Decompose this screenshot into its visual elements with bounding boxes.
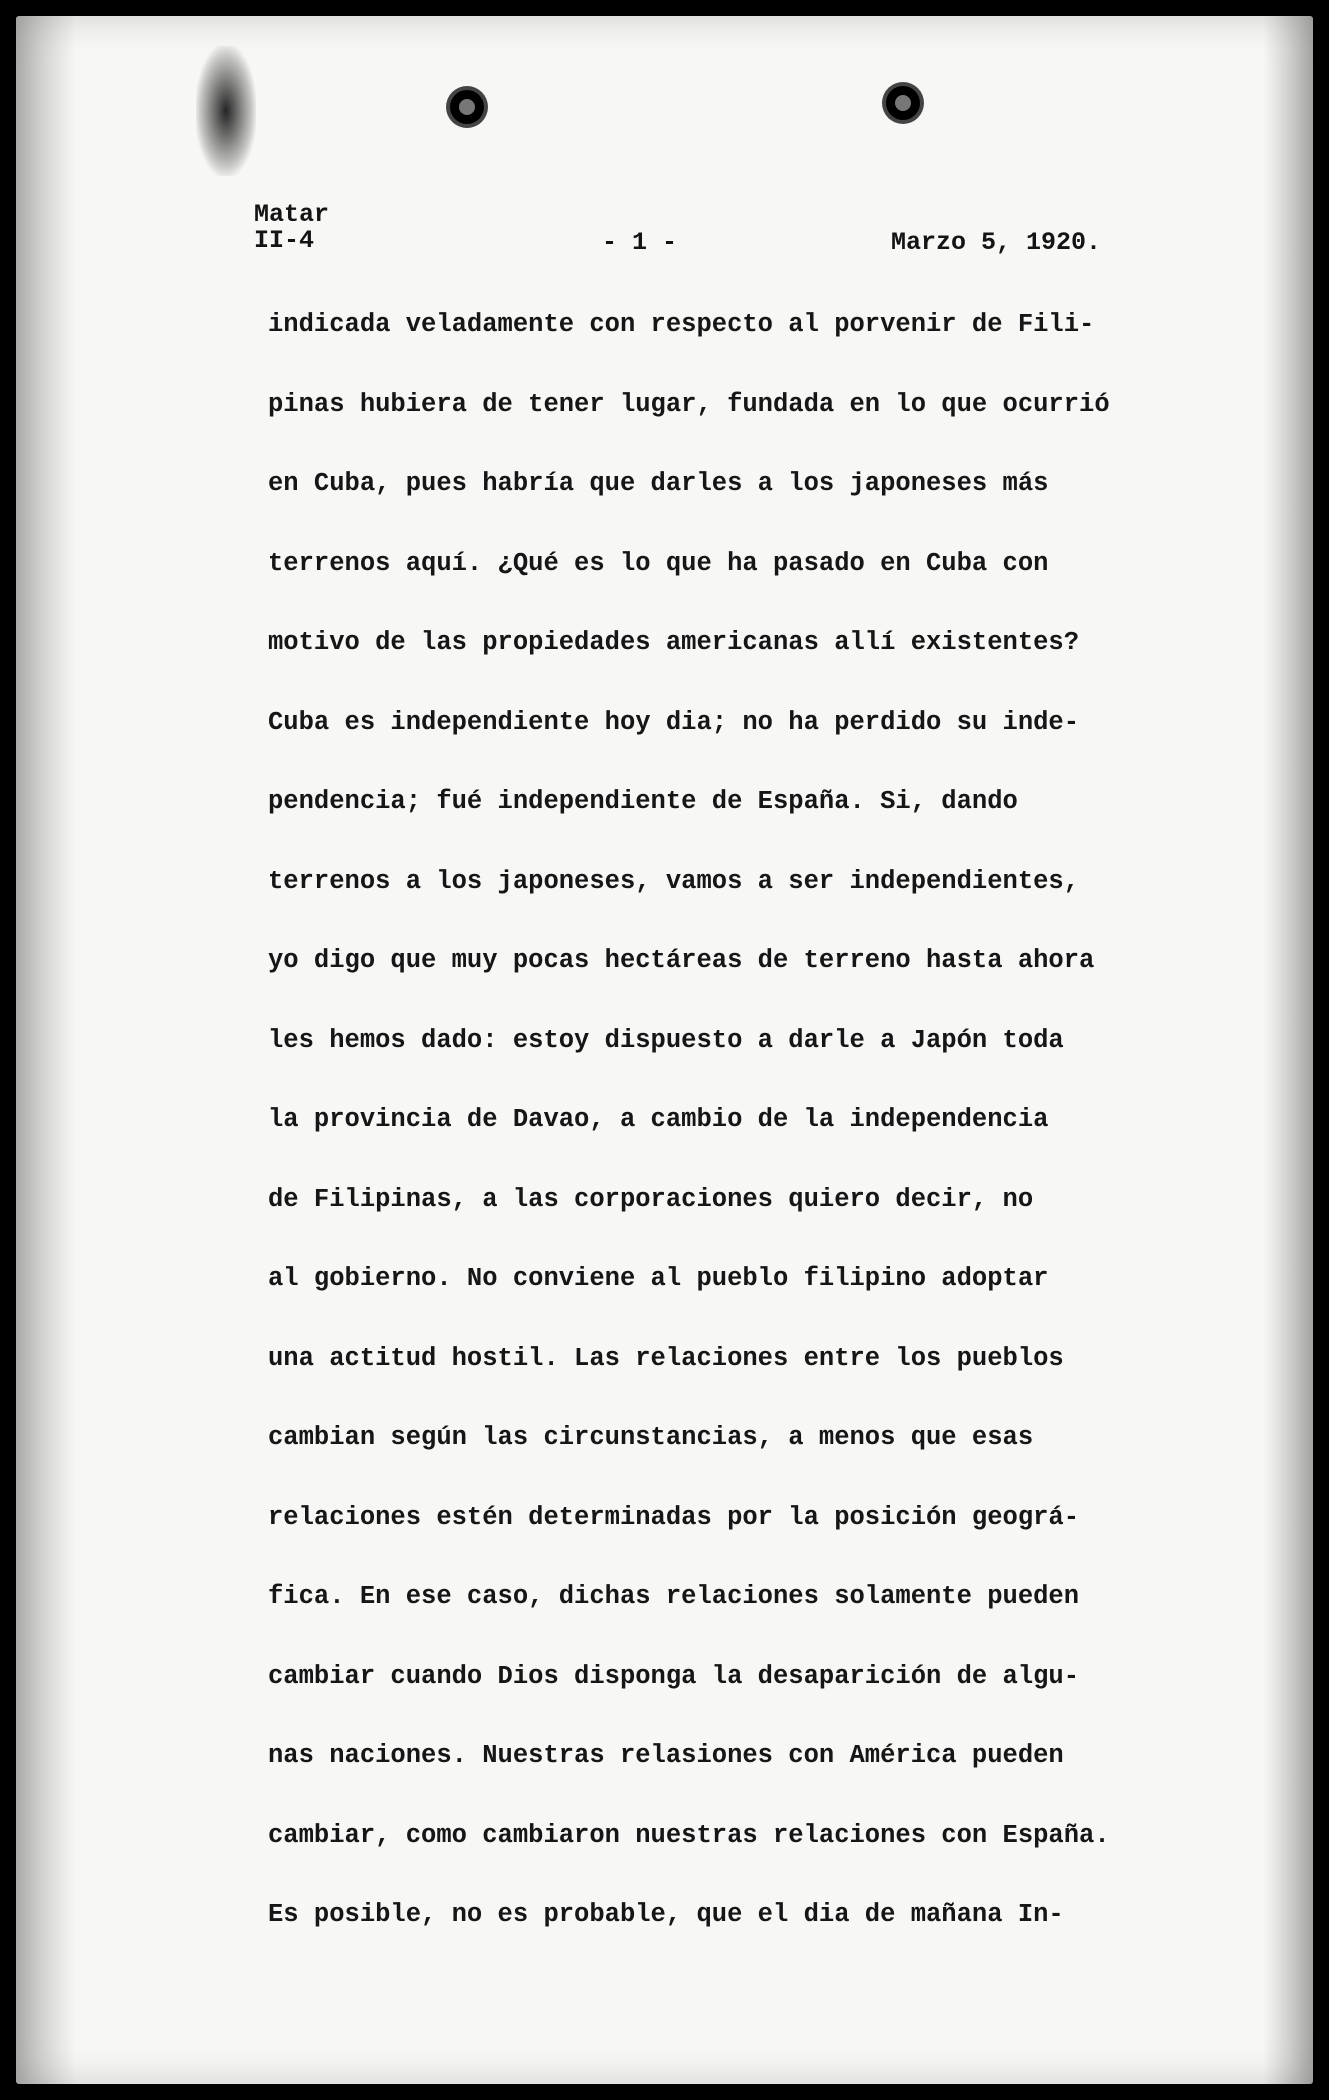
body-line: Cuba es independiente hoy dia; no ha perdido su inde-	[268, 707, 1080, 737]
typed-body-text	[268, 310, 1148, 1980]
body-line: cambiar cuando Dios disponga la desaparición de algu-	[268, 1661, 1080, 1691]
body-line: en Cuba, pues habría que darles a los japoneses más	[268, 469, 1049, 498]
body-line: al gobierno. No conviene al pueblo filipino adoptar	[268, 1264, 1049, 1293]
document-page	[16, 16, 1313, 2084]
body-line: cambiar, como cambiaron nuestras relaciones con España.	[268, 1820, 1110, 1850]
body-line: fica. En ese caso, dichas relaciones solamente pueden	[268, 1582, 1080, 1611]
reference-line-1: Matar	[254, 200, 330, 229]
body-line: cambian según las circunstancias, a menos que esas	[268, 1423, 1034, 1452]
body-line: pinas hubiera de tener lugar, fundada en lo que ocurrió	[268, 389, 1110, 419]
body-line: la provincia de Davao, a cambio de la independencia	[268, 1105, 1049, 1134]
body-line: les hemos dado: estoy dispuesto a darle a Japón toda	[268, 1025, 1064, 1055]
punch-hole-right	[886, 86, 920, 120]
body-line: de Filipinas, a las corporaciones quiero decir, no	[268, 1184, 1034, 1214]
document-date: Marzo 5, 1920.	[891, 228, 1102, 257]
body-line: yo digo que muy pocas hectáreas de terreno hasta ahora	[268, 946, 1095, 975]
reference-code	[254, 202, 329, 254]
page-shadow-right	[1263, 16, 1313, 2084]
body-line: relaciones estén determinadas por la posición geográ-	[268, 1502, 1080, 1532]
body-line: terrenos a los japoneses, vamos a ser independientes,	[268, 866, 1080, 896]
page-number: - 1 -	[602, 228, 678, 257]
body-line: motivo de las propiedades americanas allí existentes?	[268, 628, 1080, 657]
body-line: indicada veladamente con respecto al porvenir de Fili-	[268, 310, 1095, 339]
reference-line-2: II-4	[254, 226, 315, 255]
punch-hole-left	[450, 90, 484, 124]
body-line: nas naciones. Nuestras relasiones con América pueden	[268, 1741, 1064, 1770]
body-line: pendencia; fué independiente de España. Si, dando	[268, 787, 1018, 816]
body-line: Es posible, no es probable, que el dia de mañana In-	[268, 1900, 1064, 1929]
body-line: una actitud hostil. Las relaciones entre los pueblos	[268, 1343, 1064, 1373]
ink-smudge	[196, 46, 256, 176]
body-line: terrenos aquí. ¿Qué es lo que ha pasado en Cuba con	[268, 548, 1049, 578]
page-shadow-left	[16, 16, 76, 2084]
